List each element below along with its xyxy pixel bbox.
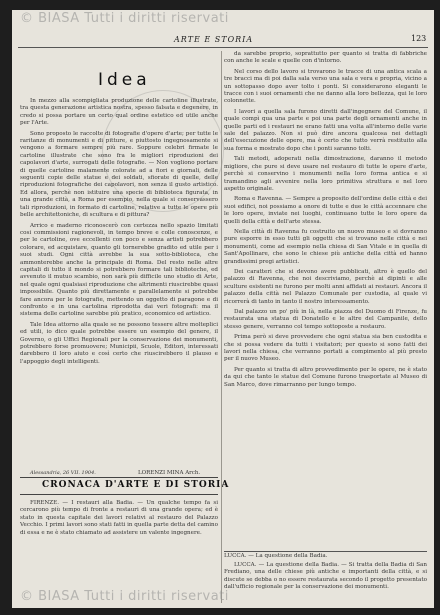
- section-title: CRONACA D'ARTE E DI STORIA: [42, 480, 230, 490]
- right-paragraph: Nel corso dello lavoro si trovarono le tracce di una antica scala a tre bracci ma di poi dalla sala verso una sala e vera e propria, vicino a un sottopasso dopo aver tolto i ponti. Si considerarono eleganti le tracce con i suoi ornamenti che ne danno alla loro bellezza, qui le loro colonnette.: [224, 68, 427, 105]
- watermark-bottom: © BIASA Tutti i diritti riservati: [20, 589, 229, 604]
- right-paragraph: I lavori a quella sala furono diretti dall'ingegnere del Comune, il quale compì qua una parte e poi una parte degli ornamenti anche in quelle parti ed i restauri ne erano fatti una volta all'interno delle varie sale del palazzo. Non si può dire ancora qualcosa nei dettagli dell'esecuzione delle opere, ma è certo che tutto verrà restituito alla sua forma e mostrato dopo che i ponti saranno tolti.: [224, 108, 427, 152]
- right-paragraph: Per quanto si tratta di altro provvedimento per le opere, ne è stato da qui che tanto le statue del Comune furono trasportate al Museo di San Marco, dove rimarranno per lungo tempo.: [224, 366, 427, 388]
- article-title: Idea: [98, 70, 151, 90]
- article-body: [20, 98, 218, 468]
- right-paragraph: Prima però si deve provvedere che ogni statua sia ben custodita e che si possa vedere da tutti i visitatori; per questo si sono fatti dei lavori nella chiesa, che verranno portati a compimento al più presto per il nuovo Museo.: [224, 334, 427, 363]
- right-paragraph: Roma e Ravenna. — Sempre a proposito dell'ordine delle città e dei suoi edifici, noi possiamo a onore di tutte e due le città accennare che le loro opere, inviate nei luoghi, continuano tutte le loro opere da quelli della città e dell'arte stessa.: [224, 196, 427, 225]
- right-column-lower-body: [224, 562, 427, 602]
- right-column-body: [224, 51, 427, 551]
- article-paragraph: Arrico e maderno riconoscerò con certezza nello spazio limitati cosi commissioni ragionevoli, in tempo breve e colle conoscenze, e per le cartoline, ove eccellenti con poco e senza artisti potrebbero colorare, ed acquistare, quanto gli tornerebbe gradito ed utile per i suoi studi. Ogni città avrebbe la sua sotto-biblioteca, che ammonterebbe anche la principale di Roma. Del resto nelle altre capitali di tutto il mondo si potrebbero formare tali biblioteche, ed avvenuto il mutuo scambio, non sarà più difficile uno studio di Arte, nel quale ogni qualsiasi riproduzione che altrimenti riuscirebbe quasi impossibile. Quanto più direttamente e parallelamente si potrebbe fare ancora per le fotografie, mettendo un oggetto di paragone e di confronto e in una cartolina riprodotta dai veri fotografi: ma il sistema delle cartoline sarebbe più pratico, economico ed artistico.: [20, 222, 218, 318]
- watermark-top: © BIASA Tutti i diritti riservati: [20, 11, 229, 26]
- article-paragraph: Tale Idea attorno alla quale se ne possono tessere altre molteplici ed utili, io dico quale potrebbe essere un esempio del genere, il Governo, o gli Uffici Regionali per la conservazione dei monumenti, potrebbero forse promuovere; Municipii, Scuole, Editori, interessati darebbero il loro aiuto e così certo che riuscirebbero il plauso e l'appoggio degli intelligenti.: [20, 321, 218, 365]
- right-column-separator: [224, 551, 427, 552]
- right-paragraph: Dei caratteri che si devono avere pubblicati, altro è quello del palazzo di Ravenna, che noi descriviamo, perchè ai dipinti e alle sculture esistenti ne furono per molti anni affidati ai restauri. Ancora il palazzo della città nel Palazzo Comunale per custodia, al quale vi ricorrerà di tanto in tanto il nostro interessamento.: [224, 268, 427, 305]
- page-number: 123: [411, 34, 427, 43]
- section-body: [20, 500, 218, 600]
- article-date: Alessandria, 26 VII. 1904.: [30, 470, 96, 476]
- right-paragraph: Dal palazzo un po' più in là, nella piazza del Duomo di Firenze, fu restaurata una statua di Donatello e le altre del Campanile, dello stesso genere, verranno col tempo sottoposte a restauro.: [224, 309, 427, 330]
- section-rule-bottom: [20, 494, 218, 495]
- column-divider: [221, 51, 222, 603]
- page-header-title: ARTE E STORIA: [174, 35, 254, 44]
- right-paragraph: da sarebbe proprio, soprattutto per quanto si tratta di fabbriche con anche le scale e quelle con d'intorno.: [224, 51, 427, 65]
- newspaper-page: [12, 10, 434, 608]
- article-paragraph: Sono proposto le raccolte di fotografie d'opere d'arte; per tutte le raritanze di monumenti e di pitture, e piuttosto ingegnosamente si vengono a formare sempre più rare. Soppure celebri firmate le cartoline illustrate che sono fra le migliori riproduzioni dei capolavori d'arte, surrogati delle fotografie. — Non vogliono portare di quelle cartoline malamente colorate ad a fiori e giornali, delle seguenti copie delle statue e dei soldati, sfiorate di quelle, delle riproduzioni fotografiche dei capolavori, non senza il gusto artistico. Ed allora, perchè non istituire una specie di biblioteca figurata, in una grande città, a Roma per esempio, nella quale si conservassero tali riproduzioni, in formato di cartoline, relative a tutte le opere più belle architettoniche, di scultura e di pittura?: [20, 130, 218, 219]
- section-paragraph: FIRENZE. — I restauri alla Badia. — Un qualche tempo fa si cercarono più tempo di fronte a restauri di una grande opera; ed è stato in questa capitale dei lavori relativi al restauro del Palazzo Vecchio. I primi lavori sono stati fatti in quella parte detta del camino di essa e ne è stato chiamato ad assistere un valente ingegnere.: [20, 500, 218, 536]
- article-author: LORENZI MINA Arch.: [138, 470, 201, 476]
- article-paragraph: In mezzo alla scompigliata produzione delle cartoline illustrate, tra questa generazione artistica nostra, spesso falsata e degenere, in credo si possa portare un certo qual ordine estetico ed utile anche per l'Arte.: [20, 98, 218, 127]
- section-rule-top: [20, 477, 218, 478]
- right-paragraph: Nella città di Ravenna fu costruito un nuovo museo e si dovranno pure esporre in esso tutti gli oggetti che si trovano nelle città e nei monumenti, come ad esempio nella chiesa di San Vitale e in quella di Sant'Apollinare, che sono le chiese più antiche della città ed hanno grandissimi pregi artistici.: [224, 228, 427, 265]
- right-lower-paragraph: LUCCA. — La questione della Badia. — Si tratta della Badia di San Frediano, una delle chiese più antiche e importanti della città, e si discute se debba o no essere restaurata secondo il progetto presentato dall'ufficio regionale per la conservazione dei monumenti.: [224, 562, 427, 591]
- right-column-subheading: LUCCA. — La questione della Badia.: [224, 553, 328, 559]
- right-paragraph: Tali metodi, adoperati nella dimostrazione, daranno il metodo migliore, che pure si deve usare nel restauro di tutte le opere d'arte, perchè si conservino i monumenti nella loro forma antica e si tramandino agli avvenire nella loro primitiva struttura e nel loro aspetto originale.: [224, 156, 427, 192]
- header-rule: [18, 47, 428, 48]
